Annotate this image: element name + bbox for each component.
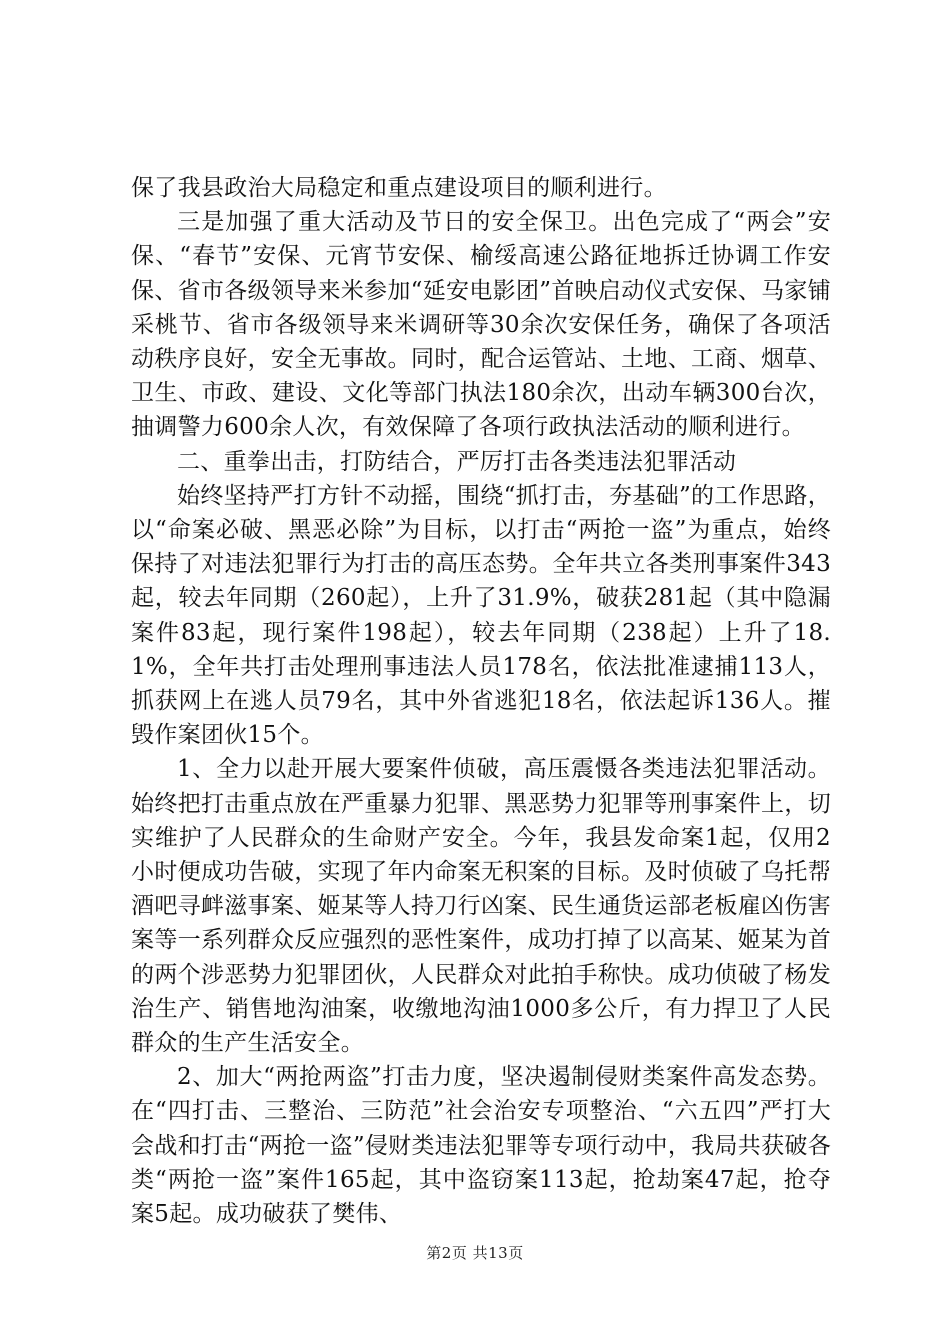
page-number-footer: 第2页 共13页 [426, 1244, 524, 1262]
paragraph-crackdown-summary: 始终坚持严打方针不动摇，围绕“抓打击，夯基础”的工作思路，以“命案必破、黑恶必除”为目标，以打击“两抢一盗”为重点，始终保持了对违法犯罪行为打击的高压态势。全年共立各类刑事案件343起，较去年同期（260起），上升了31.9%，破获281起（其中隐漏案件83起，现行案件198起），较去年同期（238起）上升了18.1%，全年共打击处理刑事违法人员178名，依法批准逮捕113人，抓获网上在逃人员79名，其中外省逃犯18名，依法起诉136人。摧毁作案团伙15个。 [131, 482, 831, 749]
paragraph-major-cases: 1、全力以赴开展大要案件侦破，高压震慑各类违法犯罪活动。始终把打击重点放在严重暴力犯罪、黑恶势力犯罪等刑事案件上，切实维护了人民群众的生命财产安全。今年，我县发命案1起，仅用2小时便成功告破，实现了年内命案无积案的目标。及时侦破了乌托帮酒吧寻衅滋事案、姬某等人持刀行凶案、民生通货运部老板雇凶伤害案等一系列群众反应强烈的恶性案件，成功打掉了以高某、姬某为首的两个涉恶势力犯罪团伙，人民群众对此拍手称快。成功侦破了杨发治生产、销售地沟油案，收缴地沟油1000多公斤，有力捍卫了人民群众的生产生活安全。 [131, 756, 831, 1057]
paragraph-continuation: 保了我县政治大局稳定和重点建设项目的顺利进行。 [131, 175, 667, 201]
document-body [131, 171, 831, 1231]
paragraph-event-security: 三是加强了重大活动及节日的安全保卫。出色完成了“两会”安保、“春节”安保、元宵节安保、榆绥高速公路征地拆迁协调工作安保、省市各级领导来米参加“延安电影团”首映启动仪式安保、马家铺采桃节、省市各级领导来米调研等30余次安保任务，确保了各项活动秩序良好，安全无事故。同时，配合运管站、土地、工商、烟草、卫生、市政、建设、文化等部门执法180余次，出动车辆300台次，抽调警力600余人次，有效保障了各项行政执法活动的顺利进行。 [131, 209, 831, 441]
section-heading: 二、重拳出击，打防结合，严厉打击各类违法犯罪活动 [177, 448, 737, 475]
paragraph-theft-robbery: 2、加大“两抢两盗”打击力度，坚决遏制侵财类案件高发态势。在“四打击、三整治、三防范”社会治安专项整治、“六五四”严打大会战和打击“两抢一盗”侵财类违法犯罪等专项行动中，我局共获破各类“两抢一盗”案件165起，其中盗窃案113起，抢劫案47起，抢夺案5起。成功破获了樊伟、 [131, 1064, 831, 1228]
